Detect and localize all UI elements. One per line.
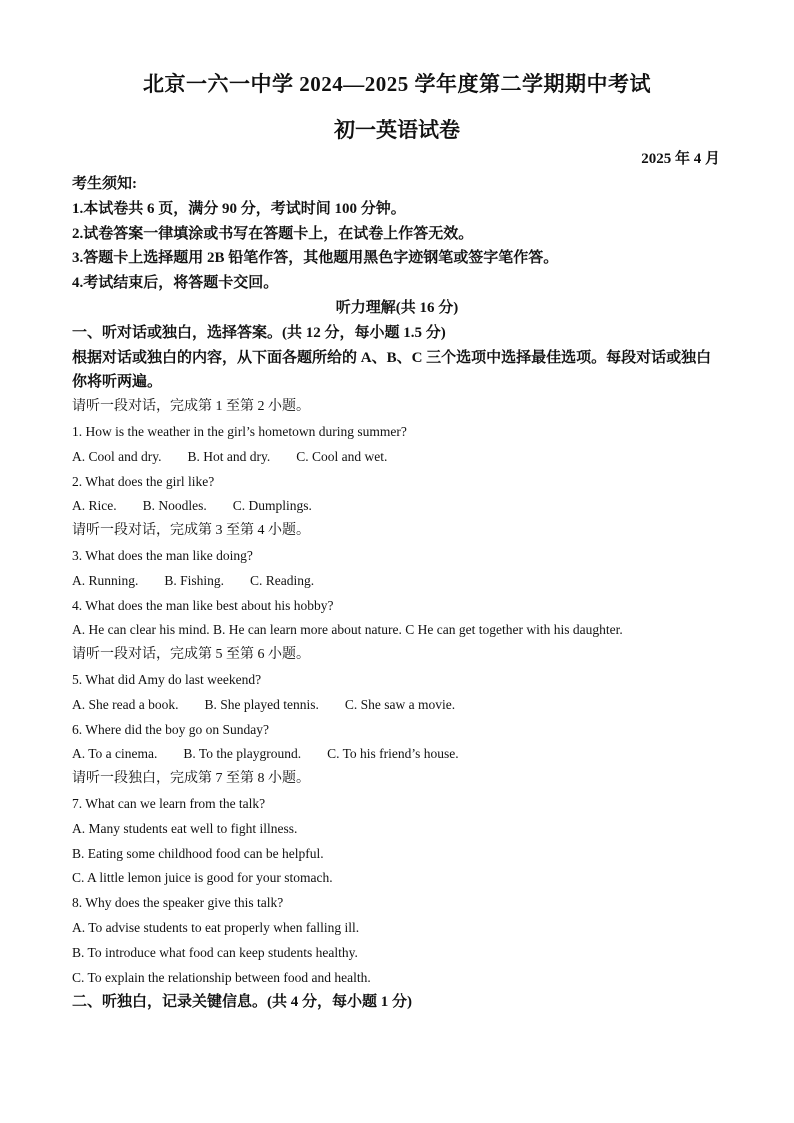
exam-date: 2025 年 4 月 bbox=[641, 151, 720, 167]
question-5-options bbox=[72, 693, 722, 718]
dialog-1-intro: 请听一段对话，完成第 1 至第 2 小题。 bbox=[72, 399, 310, 415]
option: A. She read a book. bbox=[72, 696, 179, 712]
question-7-option-a: A. Many students eat well to fight illness. bbox=[72, 820, 298, 836]
part1-instruction: 根据对话或独白的内容，从下面各题所给的 A、B、C 三个选项中选择最佳选项。每段对话或独白你将听两遍。 bbox=[72, 349, 712, 391]
question-2: 2. What does the girl like? bbox=[72, 473, 215, 489]
dialog-3-intro: 请听一段对话，完成第 5 至第 6 小题。 bbox=[72, 647, 310, 663]
notice-item-1: 1.本试卷共 6 页，满分 90 分，考试时间 100 分钟。 bbox=[72, 200, 406, 217]
question-8-option-c: C. To explain the relationship between food and health. bbox=[72, 969, 371, 985]
option: B. Fishing. bbox=[164, 572, 225, 588]
question-7: 7. What can we learn from the talk? bbox=[72, 795, 266, 811]
option: C. Reading. bbox=[250, 572, 315, 588]
question-2-options bbox=[72, 494, 722, 519]
question-8-option-a: A. To advise students to eat properly when falling ill. bbox=[72, 919, 360, 935]
question-4: 4. What does the man like best about his hobby? bbox=[72, 597, 334, 613]
option: A. To a cinema. bbox=[72, 746, 158, 762]
option: B. Noodles. bbox=[142, 498, 207, 514]
question-3-options bbox=[72, 569, 722, 594]
option: A. Cool and dry. bbox=[72, 448, 162, 464]
option: C. Cool and wet. bbox=[296, 448, 388, 464]
notice-item-4: 4.考试结束后，将答题卡交回。 bbox=[72, 275, 279, 292]
question-7-option-c: C. A little lemon juice is good for your stomach. bbox=[72, 870, 333, 886]
page-title: 北京一六一中学 2024—2025 学年度第二学期期中考试 bbox=[143, 72, 651, 96]
option: A. Rice. bbox=[72, 498, 117, 514]
listening-heading: 听力理解(共 16 分) bbox=[335, 299, 459, 316]
option: A. Running. bbox=[72, 572, 139, 588]
question-6: 6. Where did the boy go on Sunday? bbox=[72, 721, 269, 737]
question-4-options: A. He can clear his mind. B. He can learn more about nature. C He can get together with his daughter. bbox=[72, 622, 623, 638]
question-1-options bbox=[72, 445, 722, 470]
part2-title: 二、听独白，记录关键信息。(共 4 分，每小题 1 分) bbox=[72, 994, 412, 1011]
option: B. To the playground. bbox=[183, 746, 302, 762]
question-5: 5. What did Amy do last weekend? bbox=[72, 671, 262, 687]
question-8-option-b: B. To introduce what food can keep students healthy. bbox=[72, 944, 358, 960]
question-8: 8. Why does the speaker give this talk? bbox=[72, 895, 284, 911]
part1-title: 一、听对话或独白，选择答案。(共 12 分，每小题 1.5 分) bbox=[72, 324, 446, 341]
option: B. Hot and dry. bbox=[187, 448, 271, 464]
question-7-option-b: B. Eating some childhood food can be helpful. bbox=[72, 845, 324, 861]
option: C. She saw a movie. bbox=[344, 696, 456, 712]
question-3: 3. What does the man like doing? bbox=[72, 547, 253, 563]
option: B. She played tennis. bbox=[204, 696, 319, 712]
option: C. To his friend’s house. bbox=[327, 746, 459, 762]
monologue-intro: 请听一段独白，完成第 7 至第 8 小题。 bbox=[72, 771, 310, 787]
exam-content bbox=[72, 172, 722, 1015]
question-1: 1. How is the weather in the girl’s hometown during summer? bbox=[72, 423, 407, 439]
notice-item-2: 2.试卷答案一律填涂或书写在答题卡上，在试卷上作答无效。 bbox=[72, 225, 474, 242]
question-6-options bbox=[72, 742, 722, 767]
notice-heading: 考生须知: bbox=[72, 176, 137, 192]
page-subtitle: 初一英语试卷 bbox=[334, 118, 460, 142]
option: C. Dumplings. bbox=[232, 498, 312, 514]
notice-item-3: 3.答题卡上选择题用 2B 铅笔作答，其他题用黑色字迹钢笔或签字笔作答。 bbox=[72, 250, 559, 267]
dialog-2-intro: 请听一段对话，完成第 3 至第 4 小题。 bbox=[72, 523, 310, 539]
